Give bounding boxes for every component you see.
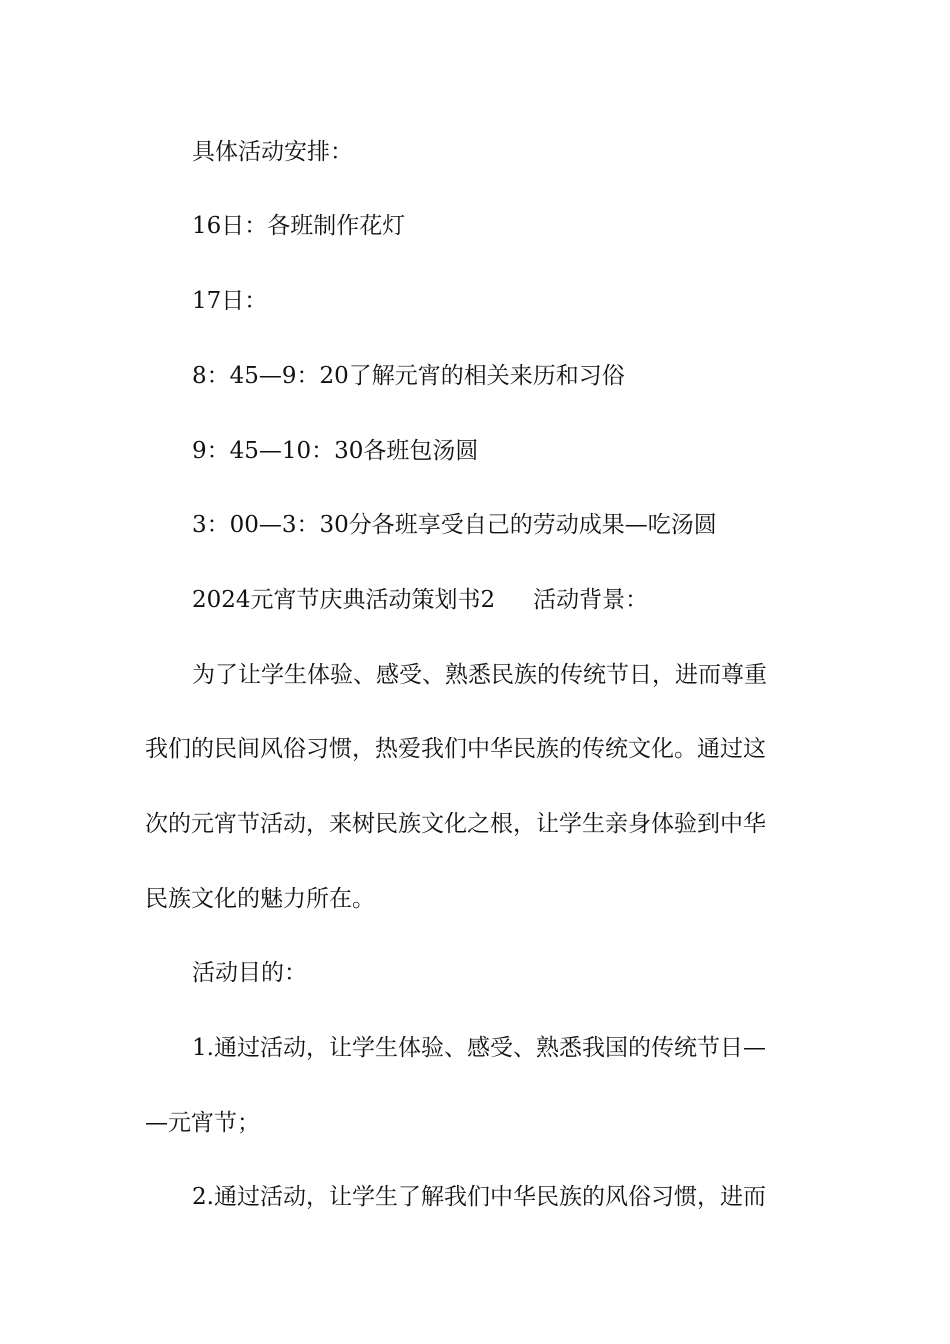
purpose-item-1-cont: —元宵节； xyxy=(145,1110,260,1136)
schedule-heading: 具体活动安排： xyxy=(192,139,353,165)
purpose-heading: 活动目的： xyxy=(192,960,307,986)
paragraph-line: 为了让学生体验、感受、熟悉民族的传统节日，进而尊重 xyxy=(192,662,767,688)
purpose-item-2: 2.通过活动，让学生了解我们中华民族的风俗习惯，进而 xyxy=(192,1184,766,1210)
background-heading: 活动背景： xyxy=(533,587,649,613)
schedule-day-16: 16日：各班制作花灯 xyxy=(192,213,406,239)
schedule-item-1: 8：45—9：20了解元宵的相关来历和习俗 xyxy=(192,363,625,389)
schedule-day-17: 17日： xyxy=(192,288,268,314)
schedule-item-2: 9：45—10：30各班包汤圆 xyxy=(192,438,479,464)
paragraph-line: 我们的民间风俗习惯，热爱我们中华民族的传统文化。通过这 xyxy=(145,736,766,762)
schedule-item-3: 3：00—3：30分各班享受自己的劳动成果—吃汤圆 xyxy=(192,512,717,538)
plan-title: 2024元宵节庆典活动策划书2 xyxy=(192,587,496,613)
purpose-item-1: 1.通过活动，让学生体验、感受、熟悉我国的传统节日— xyxy=(192,1035,766,1061)
paragraph-line: 民族文化的魅力所在。 xyxy=(145,886,375,912)
paragraph-line: 次的元宵节活动，来树民族文化之根，让学生亲身体验到中华 xyxy=(145,811,766,837)
section-title-line xyxy=(192,585,810,615)
